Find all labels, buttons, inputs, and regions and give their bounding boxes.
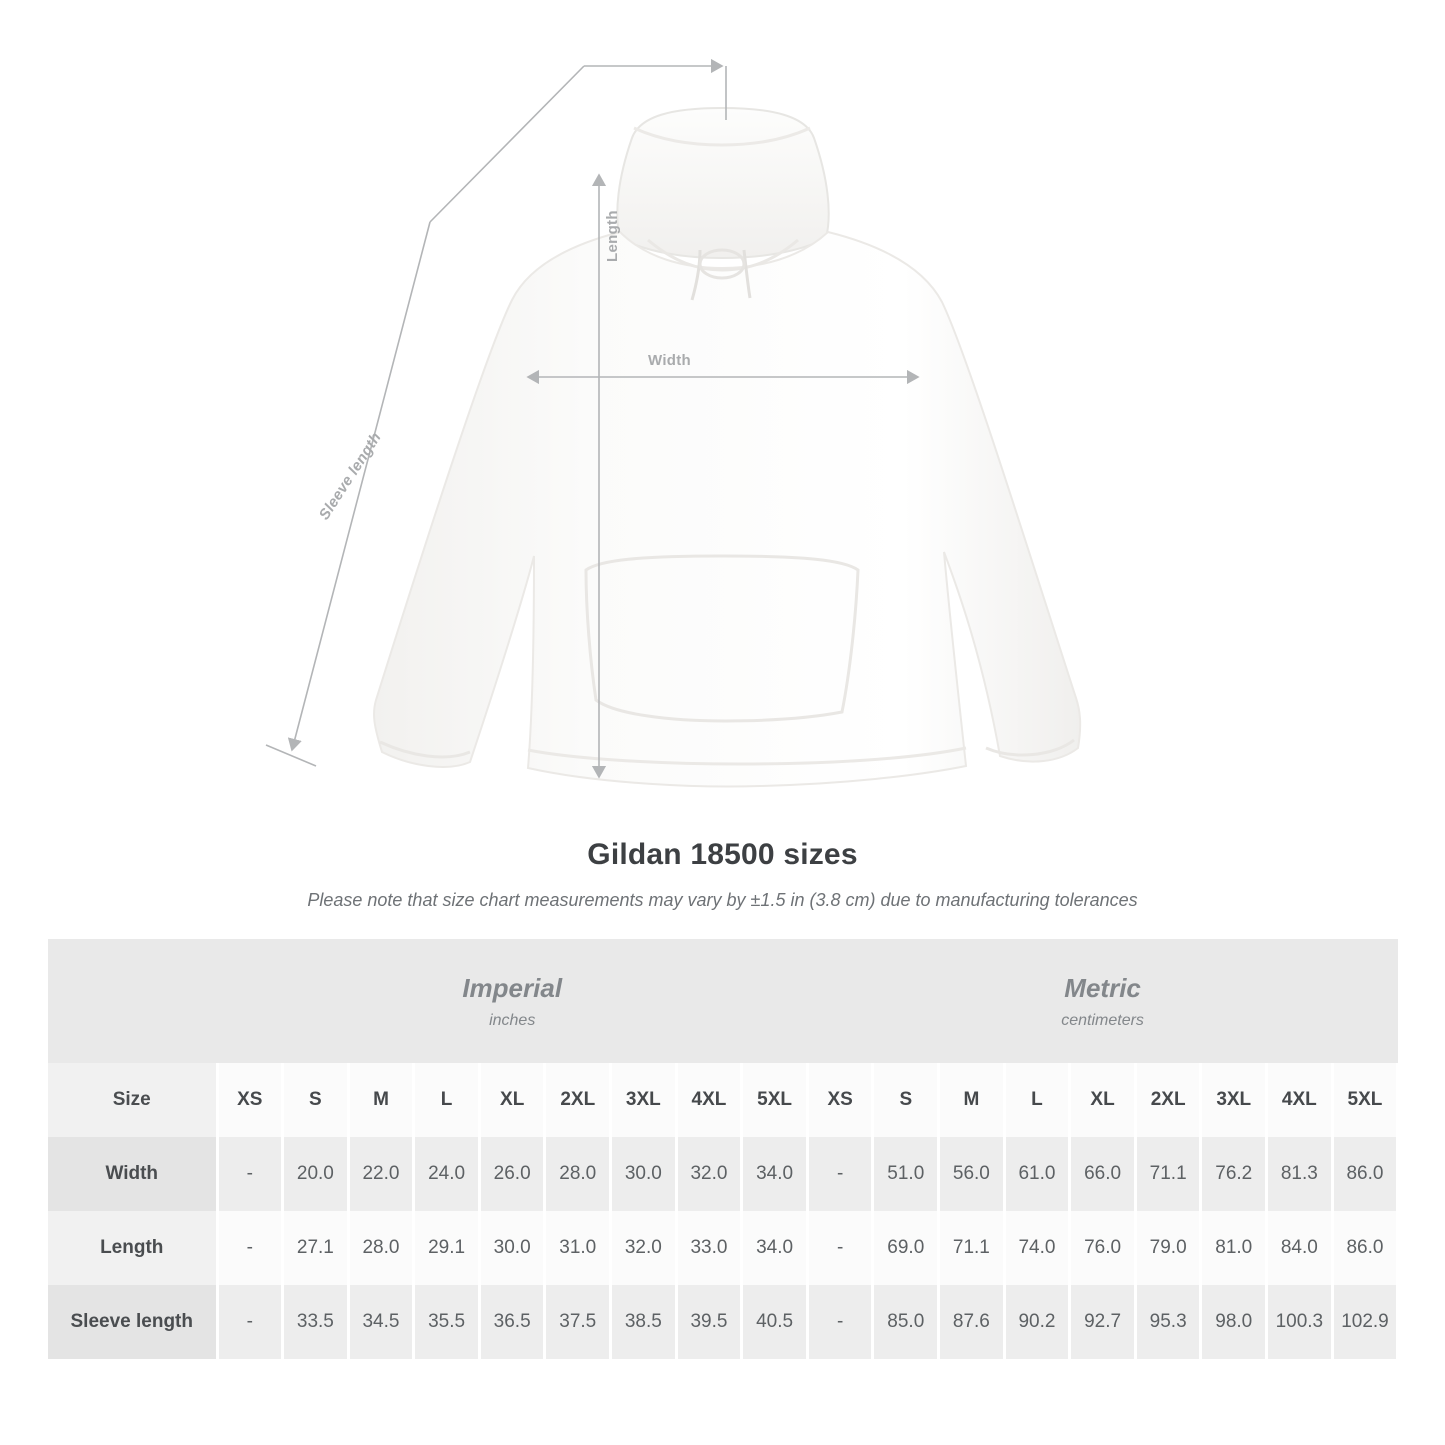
cell-width-imp-2xl: 28.0 — [545, 1137, 611, 1211]
hoodie-shape — [374, 108, 1080, 786]
unit-header-row — [48, 939, 1398, 1063]
cell-length-imp-l: 29.1 — [414, 1211, 480, 1285]
cell-length-imp-5xl: 34.0 — [742, 1211, 808, 1285]
cell-sleeve-imp-xs: - — [217, 1285, 283, 1359]
cell-width-met-5xl: 86.0 — [1332, 1137, 1398, 1211]
cell-sleeve-imp-2xl: 37.5 — [545, 1285, 611, 1359]
table-row — [48, 1211, 1398, 1285]
cell-sleeve-met-4xl: 100.3 — [1267, 1285, 1333, 1359]
col-header-imp-l: L — [414, 1063, 480, 1137]
cell-width-imp-xs: - — [217, 1137, 283, 1211]
col-header-imp-xs: XS — [217, 1063, 283, 1137]
col-header-imp-xl: XL — [479, 1063, 545, 1137]
cell-length-met-4xl: 84.0 — [1267, 1211, 1333, 1285]
col-header-met-s: S — [873, 1063, 939, 1137]
cell-width-met-l: 61.0 — [1004, 1137, 1070, 1211]
cell-sleeve-imp-3xl: 38.5 — [611, 1285, 677, 1359]
cell-width-imp-m: 22.0 — [348, 1137, 414, 1211]
cell-length-met-s: 69.0 — [873, 1211, 939, 1285]
unit-header-imperial — [217, 939, 807, 1063]
col-header-met-3xl: 3XL — [1201, 1063, 1267, 1137]
col-header-met-m: M — [939, 1063, 1005, 1137]
cell-length-met-2xl: 79.0 — [1135, 1211, 1201, 1285]
size-table-body — [48, 1137, 1398, 1359]
cell-width-met-2xl: 71.1 — [1135, 1137, 1201, 1211]
title-block — [0, 838, 1445, 911]
imperial-sub: inches — [489, 1011, 536, 1029]
row-label-length: Length — [48, 1211, 217, 1285]
cell-sleeve-imp-xl: 36.5 — [479, 1285, 545, 1359]
cell-sleeve-met-xl: 92.7 — [1070, 1285, 1136, 1359]
cell-sleeve-met-m: 87.6 — [939, 1285, 1005, 1359]
cell-length-met-xl: 76.0 — [1070, 1211, 1136, 1285]
cell-width-imp-l: 24.0 — [414, 1137, 480, 1211]
cell-width-imp-5xl: 34.0 — [742, 1137, 808, 1211]
col-header-met-5xl: 5XL — [1332, 1063, 1398, 1137]
cell-length-met-5xl: 86.0 — [1332, 1211, 1398, 1285]
imperial-name: Imperial — [462, 972, 563, 1003]
cell-length-met-m: 71.1 — [939, 1211, 1005, 1285]
cell-length-imp-xl: 30.0 — [479, 1211, 545, 1285]
width-label: Width — [648, 352, 692, 369]
col-header-met-4xl: 4XL — [1267, 1063, 1333, 1137]
col-header-imp-3xl: 3XL — [611, 1063, 677, 1137]
size-table-wrap — [48, 939, 1397, 1359]
cell-length-imp-m: 28.0 — [348, 1211, 414, 1285]
size-header-row — [48, 1063, 1398, 1137]
cell-width-met-m: 56.0 — [939, 1137, 1005, 1211]
sleeve-length-label: Sleeve length — [315, 429, 385, 523]
table-row — [48, 1285, 1398, 1359]
size-table — [48, 939, 1399, 1359]
size-column-header: Size — [48, 1063, 217, 1137]
cell-length-met-xs: - — [807, 1211, 873, 1285]
page-title: Gildan 18500 sizes — [587, 838, 858, 871]
cell-sleeve-met-3xl: 98.0 — [1201, 1285, 1267, 1359]
cell-width-met-3xl: 76.2 — [1201, 1137, 1267, 1211]
cell-width-imp-3xl: 30.0 — [611, 1137, 677, 1211]
unit-header-spacer — [48, 939, 217, 1063]
cell-length-imp-xs: - — [217, 1211, 283, 1285]
cell-sleeve-imp-s: 33.5 — [283, 1285, 349, 1359]
col-header-met-2xl: 2XL — [1135, 1063, 1201, 1137]
unit-header-metric — [807, 939, 1397, 1063]
cell-width-met-s: 51.0 — [873, 1137, 939, 1211]
cell-width-imp-s: 20.0 — [283, 1137, 349, 1211]
cell-sleeve-imp-4xl: 39.5 — [676, 1285, 742, 1359]
cell-sleeve-met-s: 85.0 — [873, 1285, 939, 1359]
metric-name: Metric — [1064, 972, 1141, 1003]
length-label: Length — [604, 210, 621, 262]
col-header-met-l: L — [1004, 1063, 1070, 1137]
cell-width-imp-4xl: 32.0 — [676, 1137, 742, 1211]
row-label-width: Width — [48, 1137, 217, 1211]
row-label-sleeve-length: Sleeve length — [48, 1285, 217, 1359]
table-row — [48, 1137, 1398, 1211]
cell-width-imp-xl: 26.0 — [479, 1137, 545, 1211]
cell-width-met-xs: - — [807, 1137, 873, 1211]
col-header-imp-5xl: 5XL — [742, 1063, 808, 1137]
cell-width-met-4xl: 81.3 — [1267, 1137, 1333, 1211]
cell-length-imp-3xl: 32.0 — [611, 1211, 677, 1285]
cell-width-met-xl: 66.0 — [1070, 1137, 1136, 1211]
col-header-imp-4xl: 4XL — [676, 1063, 742, 1137]
cell-length-met-l: 74.0 — [1004, 1211, 1070, 1285]
col-header-met-xl: XL — [1070, 1063, 1136, 1137]
metric-sub: centimeters — [1061, 1011, 1144, 1029]
cell-sleeve-met-xs: - — [807, 1285, 873, 1359]
cell-sleeve-imp-m: 34.5 — [348, 1285, 414, 1359]
tolerance-note: Please note that size chart measurements may vary by ±1.5 in (3.8 cm) due to manufacturing tolerances — [307, 890, 1138, 910]
cell-sleeve-imp-5xl: 40.5 — [742, 1285, 808, 1359]
cell-sleeve-met-l: 90.2 — [1004, 1285, 1070, 1359]
cell-sleeve-met-2xl: 95.3 — [1135, 1285, 1201, 1359]
col-header-imp-2xl: 2XL — [545, 1063, 611, 1137]
cell-length-met-3xl: 81.0 — [1201, 1211, 1267, 1285]
cell-length-imp-s: 27.1 — [283, 1211, 349, 1285]
cell-length-imp-2xl: 31.0 — [545, 1211, 611, 1285]
cell-sleeve-imp-l: 35.5 — [414, 1285, 480, 1359]
col-header-met-xs: XS — [807, 1063, 873, 1137]
cell-length-imp-4xl: 33.0 — [676, 1211, 742, 1285]
col-header-imp-s: S — [283, 1063, 349, 1137]
col-header-imp-m: M — [348, 1063, 414, 1137]
cell-sleeve-met-5xl: 102.9 — [1332, 1285, 1398, 1359]
